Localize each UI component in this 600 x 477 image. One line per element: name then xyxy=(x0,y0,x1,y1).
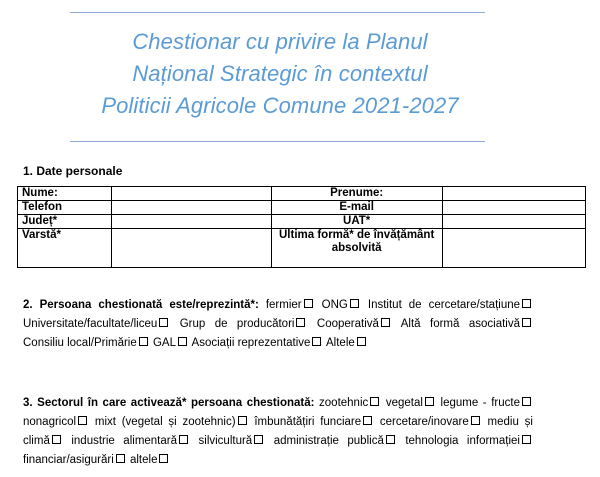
title-line-2: Național Strategic în contextul xyxy=(132,61,428,86)
option-label: mediu și climă xyxy=(23,416,533,447)
checkbox[interactable] xyxy=(522,318,531,327)
checkbox[interactable] xyxy=(363,416,372,425)
option-label: GAL xyxy=(152,337,176,349)
option-label: Asociații reprezentative xyxy=(191,337,311,349)
checkbox[interactable] xyxy=(159,454,168,463)
uat-field[interactable] xyxy=(442,215,585,229)
personal-data-table xyxy=(17,186,586,268)
option-label: Altă formă asociativă xyxy=(400,318,520,330)
checkbox[interactable] xyxy=(312,337,321,346)
phone-field[interactable] xyxy=(111,201,271,215)
checkbox[interactable] xyxy=(522,397,531,406)
checkbox[interactable] xyxy=(238,416,247,425)
table-row xyxy=(18,229,586,268)
checkbox[interactable] xyxy=(296,318,305,327)
checkbox[interactable] xyxy=(116,454,125,463)
option-label: financiar/asigurări xyxy=(23,454,114,466)
table-row xyxy=(18,201,586,215)
checkbox[interactable] xyxy=(522,435,531,444)
checkbox[interactable] xyxy=(159,318,168,327)
table-row xyxy=(18,215,586,229)
title-line-1: Chestionar cu privire la Planul xyxy=(132,29,428,54)
option-label: tehnologia informației xyxy=(405,435,520,447)
checkbox[interactable] xyxy=(304,299,313,308)
field-label: E-mail xyxy=(271,201,442,215)
option-label: zootehnic xyxy=(319,397,369,409)
option-label: Consiliu local/Primărie xyxy=(23,337,137,349)
checkbox[interactable] xyxy=(370,397,379,406)
option-label: administrație publică xyxy=(273,435,384,447)
education-field[interactable] xyxy=(442,229,585,268)
field-label: Județ* xyxy=(18,215,112,229)
age-field[interactable] xyxy=(111,229,271,268)
option-label: cercetare/inovare xyxy=(379,416,469,428)
title-line-3: Politicii Agricole Comune 2021-2027 xyxy=(101,93,459,118)
field-label: Ultima formă* de învățământ absolvită xyxy=(271,229,442,268)
top-rule xyxy=(70,12,485,13)
checkbox[interactable] xyxy=(179,435,188,444)
section-2 xyxy=(23,296,533,353)
field-label: UAT* xyxy=(271,215,442,229)
table-row xyxy=(18,187,586,201)
checkbox[interactable] xyxy=(381,318,390,327)
option-label: Institut de cercetare/stațiune xyxy=(367,299,521,311)
option-label: legume - fructe xyxy=(440,397,520,409)
option-label: fermier xyxy=(265,299,302,311)
section-1-heading: 1. Date personale xyxy=(23,164,123,178)
checkbox[interactable] xyxy=(471,416,480,425)
field-label: Telefon xyxy=(18,201,112,215)
surname-field[interactable] xyxy=(442,187,585,201)
option-label: ONG xyxy=(321,299,348,311)
section-2-heading: 2. Persoana chestionată este/reprezintă*: xyxy=(23,299,259,311)
option-label: altele xyxy=(129,454,158,466)
checkbox[interactable] xyxy=(386,435,395,444)
checkbox[interactable] xyxy=(52,435,61,444)
option-label: Altele xyxy=(326,337,355,349)
checkbox[interactable] xyxy=(350,299,359,308)
bottom-rule xyxy=(70,141,485,142)
document-title xyxy=(0,26,560,122)
option-label: Universitate/facultate/liceu xyxy=(23,318,158,330)
field-label: Prenume: xyxy=(271,187,442,201)
checkbox[interactable] xyxy=(425,397,434,406)
option-label: Grup de producători xyxy=(179,318,295,330)
option-label: vegetal xyxy=(385,397,423,409)
email-field[interactable] xyxy=(442,201,585,215)
name-field[interactable] xyxy=(111,187,271,201)
checkbox[interactable] xyxy=(357,337,366,346)
checkbox[interactable] xyxy=(178,337,187,346)
section-3 xyxy=(23,394,533,470)
option-label: silvicultură xyxy=(198,435,253,447)
field-label: Varstă* xyxy=(18,229,112,268)
option-label: mixt (vegetal și zootehnic) xyxy=(94,416,236,428)
field-label: Nume: xyxy=(18,187,112,201)
option-label: îmbunătățiri funciare xyxy=(254,416,362,428)
option-label: Cooperativă xyxy=(316,318,379,330)
checkbox[interactable] xyxy=(78,416,87,425)
county-field[interactable] xyxy=(111,215,271,229)
section-3-heading: 3. Sectorul în care activează* persoana chestionată: xyxy=(23,397,315,409)
checkbox[interactable] xyxy=(522,299,531,308)
checkbox[interactable] xyxy=(254,435,263,444)
option-label: industrie alimentară xyxy=(71,435,178,447)
checkbox[interactable] xyxy=(139,337,148,346)
option-label: nonagricol xyxy=(23,416,77,428)
